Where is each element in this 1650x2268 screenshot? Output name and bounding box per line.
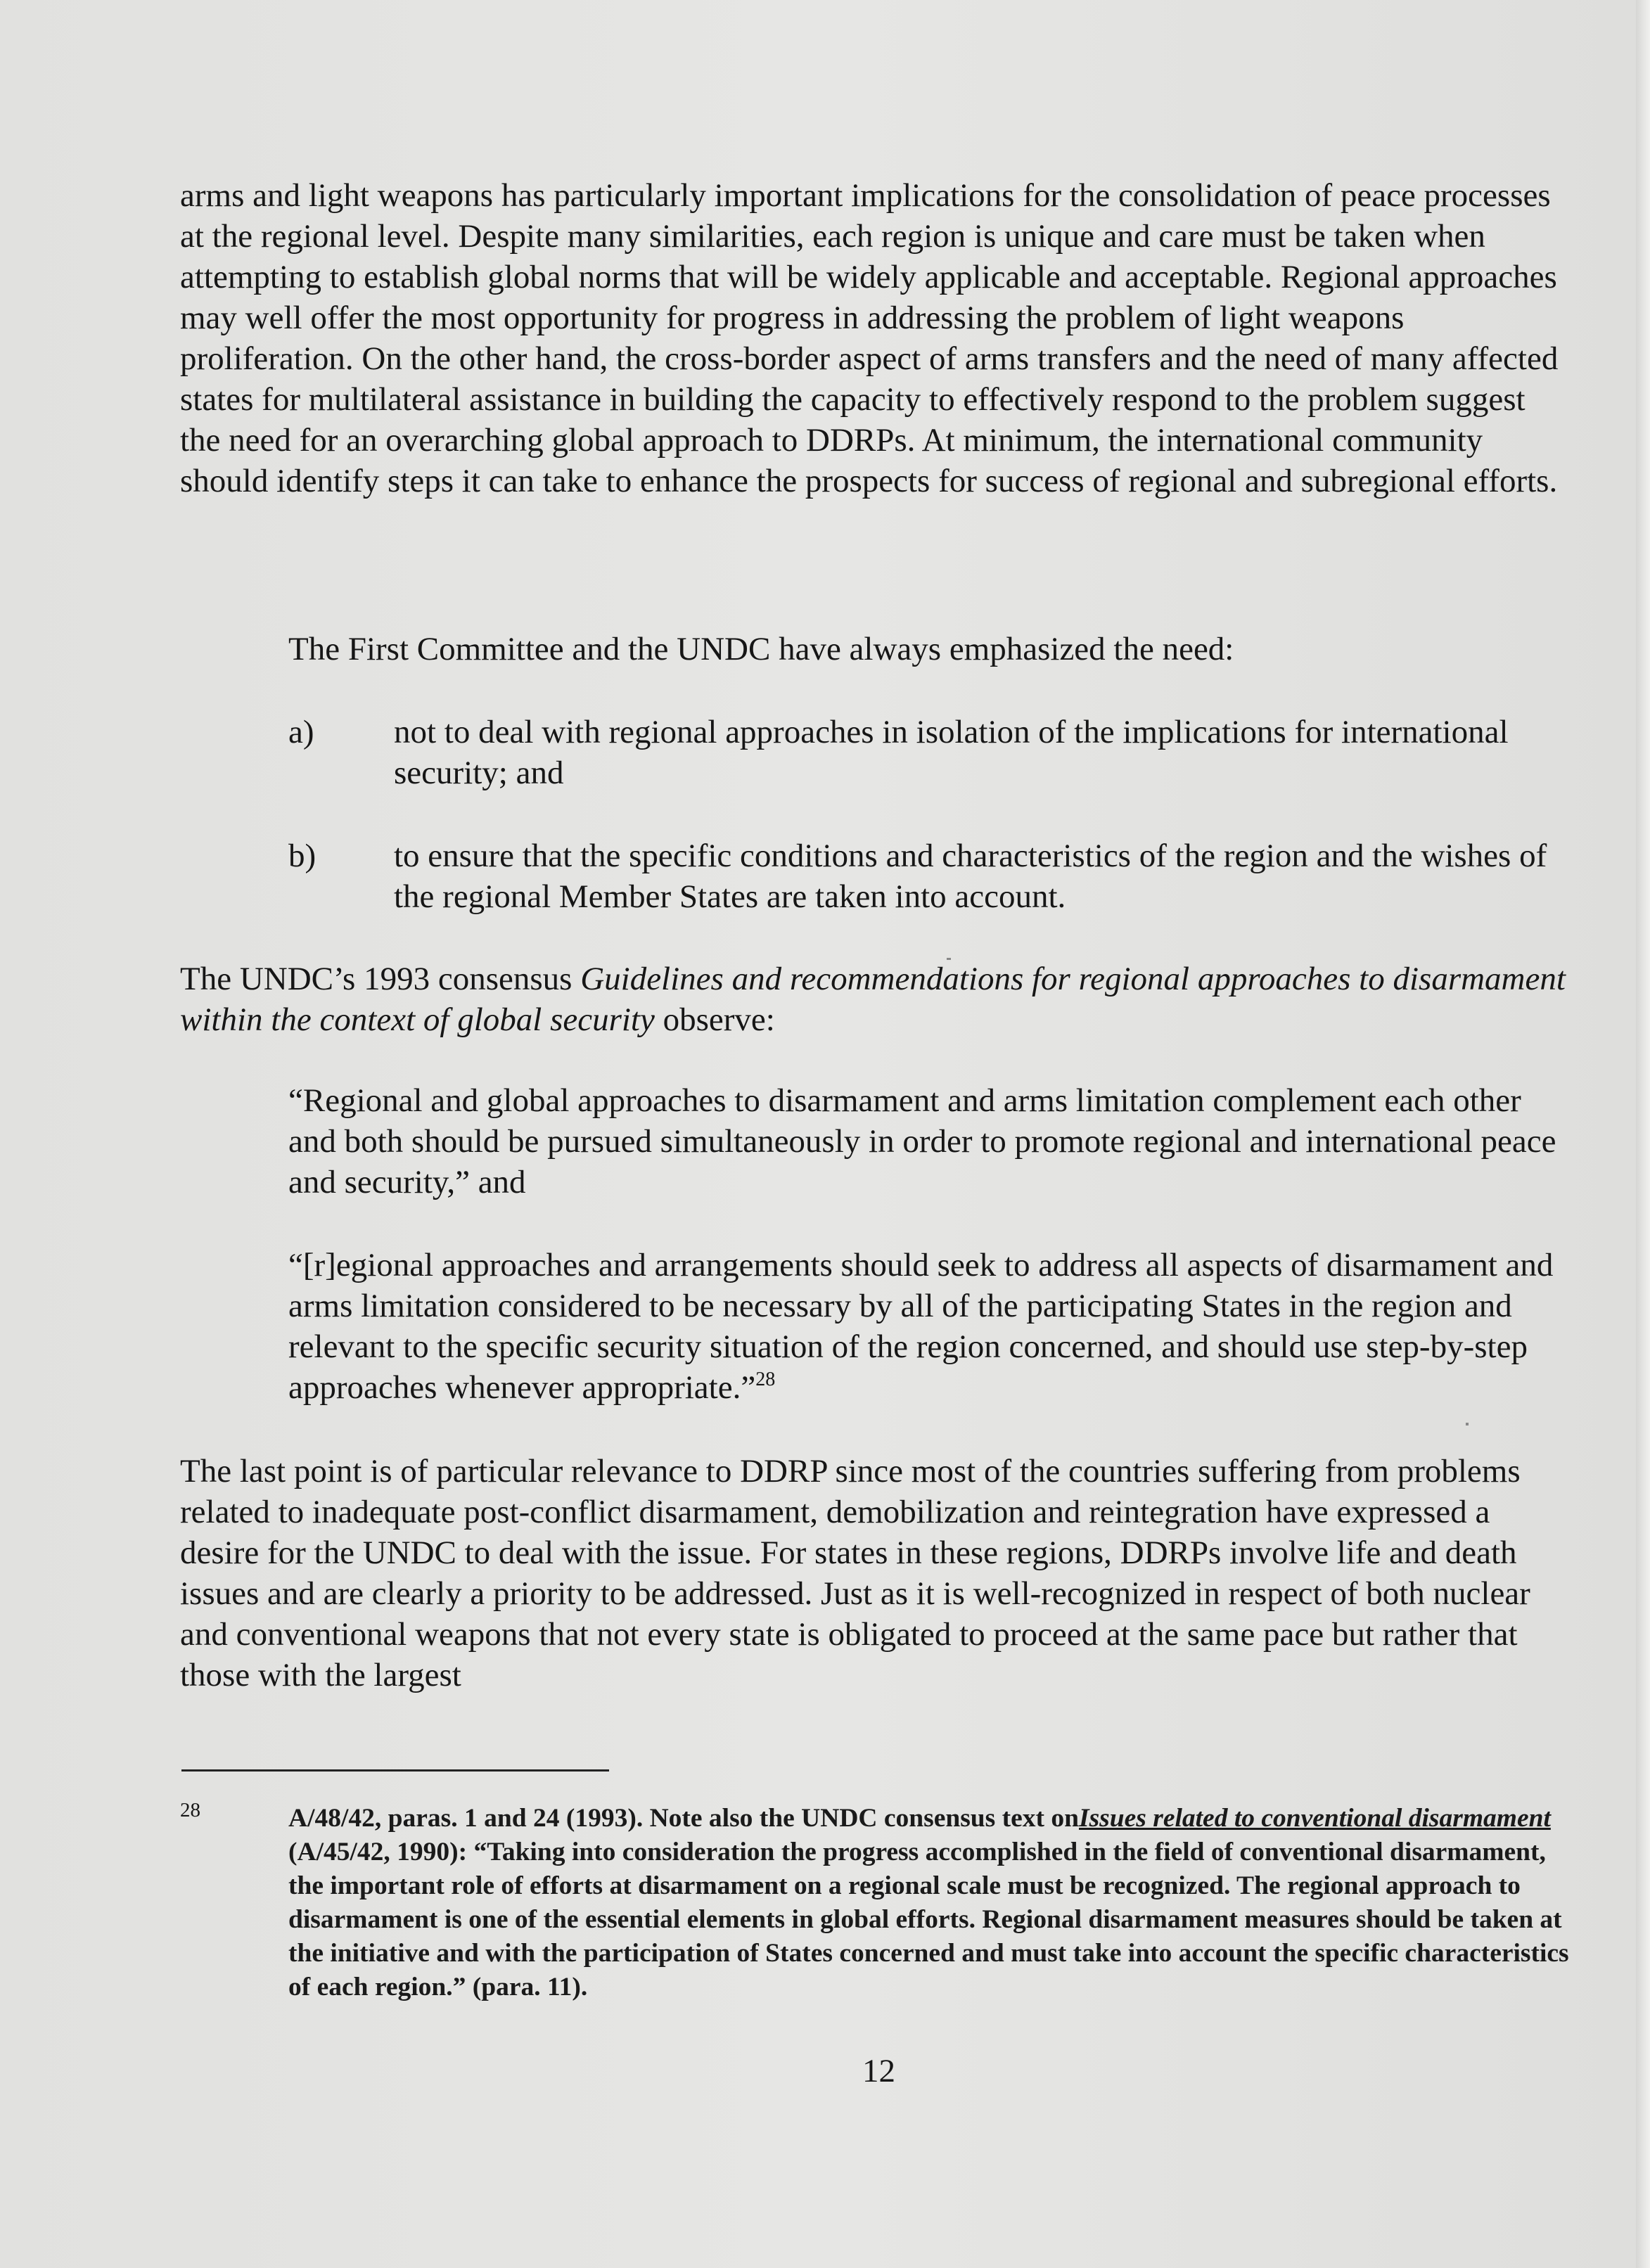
list-text-a: not to deal with regional approaches in isolation of the implications for international security; and — [394, 714, 1509, 791]
guidelines-title: Guidelines and recommendations for regional approaches to disarmament within the context of global security — [180, 961, 1566, 1038]
guidelines-outro: observe: — [654, 1001, 775, 1038]
footnote-number: 28 — [180, 1799, 200, 1821]
list-marker-b: b) — [288, 838, 316, 874]
list-text-b: to ensure that the specific conditions and characteristics of the region and the wishes of the regional Member States are taken into account. — [394, 838, 1547, 915]
quote-regional-global: “Regional and global approaches to disarmament and arms limitation complement each other and both should be pursued simultaneously in order to promote regional and international peace and security,” and — [288, 1082, 1556, 1200]
paragraph-ddrp-relevance: The last point is of particular relevance to DDRP since most of the countries suffering from problems related to inadequate post-conflict disarmament, demobilization and reintegration have expressed a desire for the UNDC to deal with the issue. For states in these regions, DDRPs involve life and death issues and are clearly a priority to be addressed. Just as it is well-recognized in respect of both nuclear and conventional weapons that not every state is obligated to proceed at the same pace but rather that those with the largest — [180, 1453, 1530, 1693]
footnote-intro: A/48/42, paras. 1 and 24 (1993). Note also the UNDC consensus text on — [288, 1804, 1079, 1833]
footnote-divider — [181, 1769, 609, 1772]
page-number: 12 — [862, 2053, 895, 2089]
footnote-reference: 28 — [755, 1369, 776, 1390]
quote-regional-approaches — [288, 1245, 1573, 1408]
footnote-text — [288, 1802, 1578, 2004]
guidelines-intro: The UNDC’s 1993 consensus — [180, 961, 581, 997]
page-edge-shadow — [1636, 0, 1650, 2268]
paragraph-undc-guidelines — [180, 959, 1573, 1040]
paragraph-arms-light-weapons: arms and light weapons has particularly important implications for the consolidation of peace processes at the regional level. Despite many similarities, each region is unique and care must be taken when attempting to establish global norms that will be widely applicable and acceptable. Regional approaches may well offer the most opportunity for progress in addressing the problem of light weapons proliferation. On the other hand, the cross-border aspect of arms transfers and the need of many affected states for multilateral assistance in building the capacity to effectively respond to the problem suggest the need for an overarching global approach to DDRPs. At minimum, the international community should identify steps it can take to enhance the prospects for success of regional and subregional efforts. — [180, 177, 1559, 499]
paragraph-first-committee: The First Committee and the UNDC have always emphasized the need: — [288, 631, 1234, 667]
footnote-body: (A/45/42, 1990): “Taking into consideration the progress accomplished in the field of conventional disarmament, the important role of efforts at disarmament on a regional scale must be recognized. The regional approach to disarmament is one of the essential elements in global efforts. Regional disarmament measures should be taken at the initiative and with the participation of States concerned and must take into account the specific characteristics of each region.” (para. 11). — [288, 1838, 1569, 2001]
scan-speck — [1466, 1423, 1469, 1425]
scan-speck — [947, 958, 951, 960]
list-marker-a: a) — [288, 714, 314, 750]
quote-regional-approaches-text: “[r]egional approaches and arrangements should seek to address all aspects of disarmament and arms limitation considered to be necessary by all of the participating States in the region and relevant to the specific security situation of the region concerned, and should use step-by-step approaches whenever appropriate.” — [288, 1247, 1554, 1406]
footnote-title: Issues related to conventional disarmament — [1078, 1804, 1551, 1833]
